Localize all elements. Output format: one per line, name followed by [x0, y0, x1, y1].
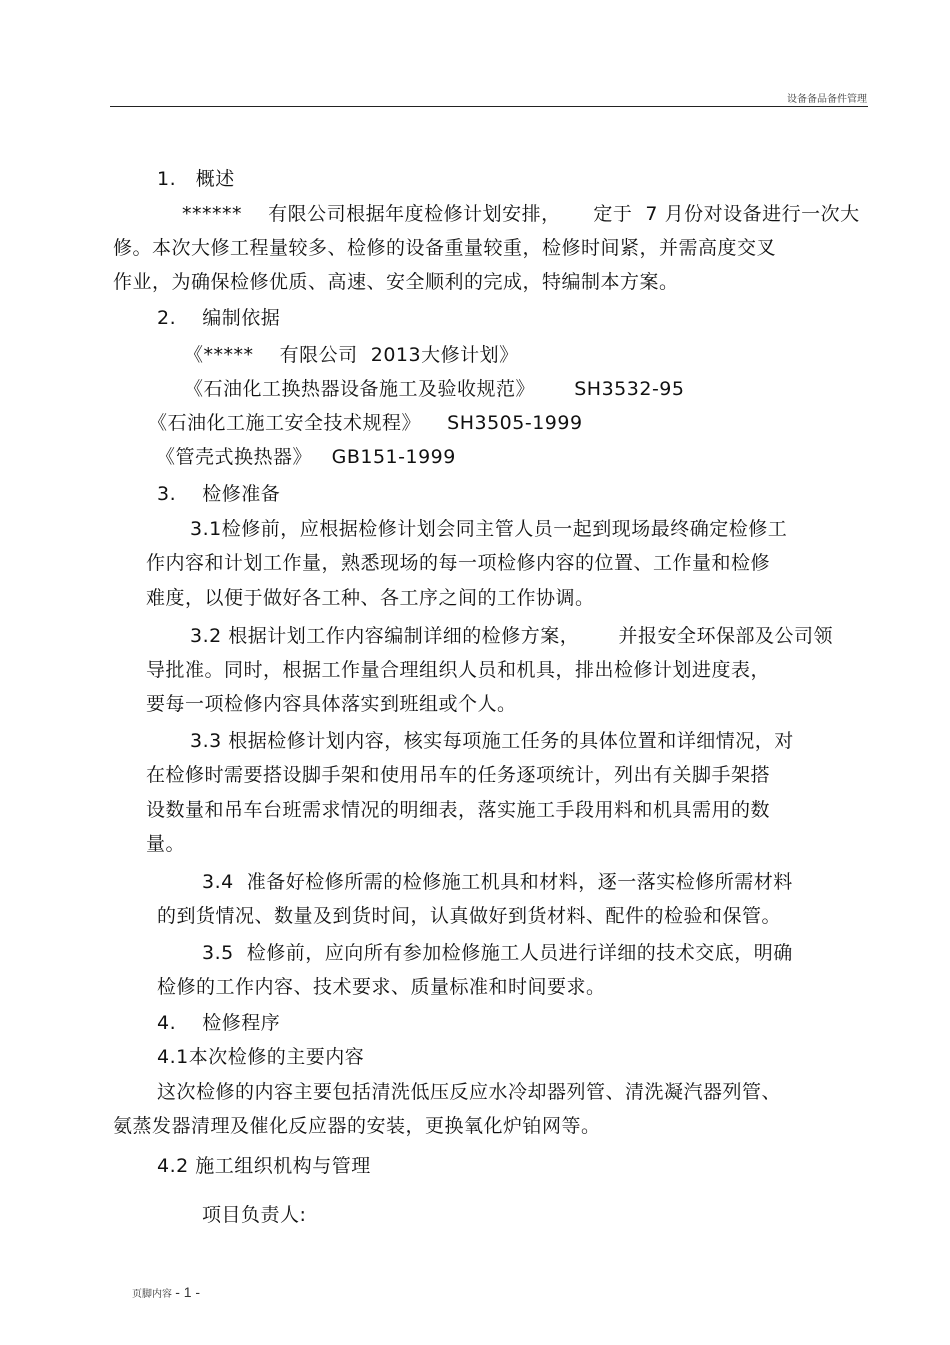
paragraph-line: 量。	[146, 833, 186, 855]
paragraph-line: 项目负责人:	[202, 1204, 307, 1226]
page-footer	[132, 1284, 200, 1300]
paragraph-line: 3.5 检修前，应向所有参加检修施工人员进行详细的技术交底，明确	[202, 942, 793, 964]
page-header: 设备备品备件管理	[787, 94, 867, 105]
heading-overview: 1. 概述	[157, 168, 235, 190]
heading-basis: 2. 编制依据	[157, 307, 281, 329]
reference-item: 《管壳式换热器》 GB151-1999	[156, 446, 456, 468]
paragraph-line: 3.1检修前，应根据检修计划会同主管人员一起到现场最终确定检修工	[190, 518, 788, 540]
reference-item: 《石油化工施工安全技术规程》 SH3505-1999	[148, 412, 583, 434]
paragraph-line: 这次检修的内容主要包括清洗低压反应水冷却器列管、清洗凝汽器列管、	[157, 1081, 782, 1103]
paragraph-line: 氨蒸发器清理及催化反应器的安装，更换氧化炉铂网等。	[113, 1115, 601, 1137]
paragraph-line: 在检修时需要搭设脚手架和使用吊车的任务逐项统计，列出有关脚手架搭	[146, 764, 771, 786]
heading-procedure: 4. 检修程序	[157, 1012, 281, 1034]
subheading: 4.2 施工组织机构与管理	[157, 1155, 371, 1177]
reference-item: 《***** 有限公司 2013大修计划》	[184, 344, 519, 366]
paragraph-line: 难度，以便于做好各工种、各工序之间的工作协调。	[146, 587, 595, 609]
paragraph-line: 修。本次大修工程量较多、检修的设备重量较重，检修时间紧，并需高度交叉	[113, 237, 777, 259]
footer-label: 页脚内容	[132, 1289, 172, 1300]
paragraph-line: 要每一项检修内容具体落实到班组或个人。	[146, 693, 517, 715]
paragraph-line: 导批准。同时，根据工作量合理组织人员和机具，排出检修计划进度表，	[146, 659, 771, 681]
paragraph-line: 的到货情况、数量及到货时间，认真做好到货材料、配件的检验和保管。	[157, 905, 782, 927]
paragraph-line: 设数量和吊车台班需求情况的明细表，落实施工手段用料和机具需用的数	[146, 799, 771, 821]
paragraph-line: 3.4 准备好检修所需的检修施工机具和材料，逐一落实检修所需材料	[202, 871, 793, 893]
paragraph-line: ****** 有限公司根据年度检修计划安排， 定于 7 月份对设备进行一次大	[182, 203, 860, 225]
page-number: - 1 -	[175, 1284, 201, 1300]
paragraph-line: 3.3 根据检修计划内容，核实每项施工任务的具体位置和详细情况，对	[190, 730, 794, 752]
paragraph-line: 作内容和计划工作量，熟悉现场的每一项检修内容的位置、工作量和检修	[146, 552, 771, 574]
paragraph-line: 3.2 根据计划工作内容编制详细的检修方案， 并报安全环保部及公司领	[190, 625, 833, 647]
subheading: 4.1本次检修的主要内容	[157, 1046, 365, 1068]
reference-item: 《石油化工换热器设备施工及验收规范》 SH3532-95	[184, 378, 685, 400]
heading-preparation: 3. 检修准备	[157, 483, 281, 505]
paragraph-line: 检修的工作内容、技术要求、质量标准和时间要求。	[157, 976, 606, 998]
header-rule	[110, 106, 868, 107]
paragraph-line: 作业，为确保检修优质、高速、安全顺利的完成，特编制本方案。	[113, 271, 679, 293]
